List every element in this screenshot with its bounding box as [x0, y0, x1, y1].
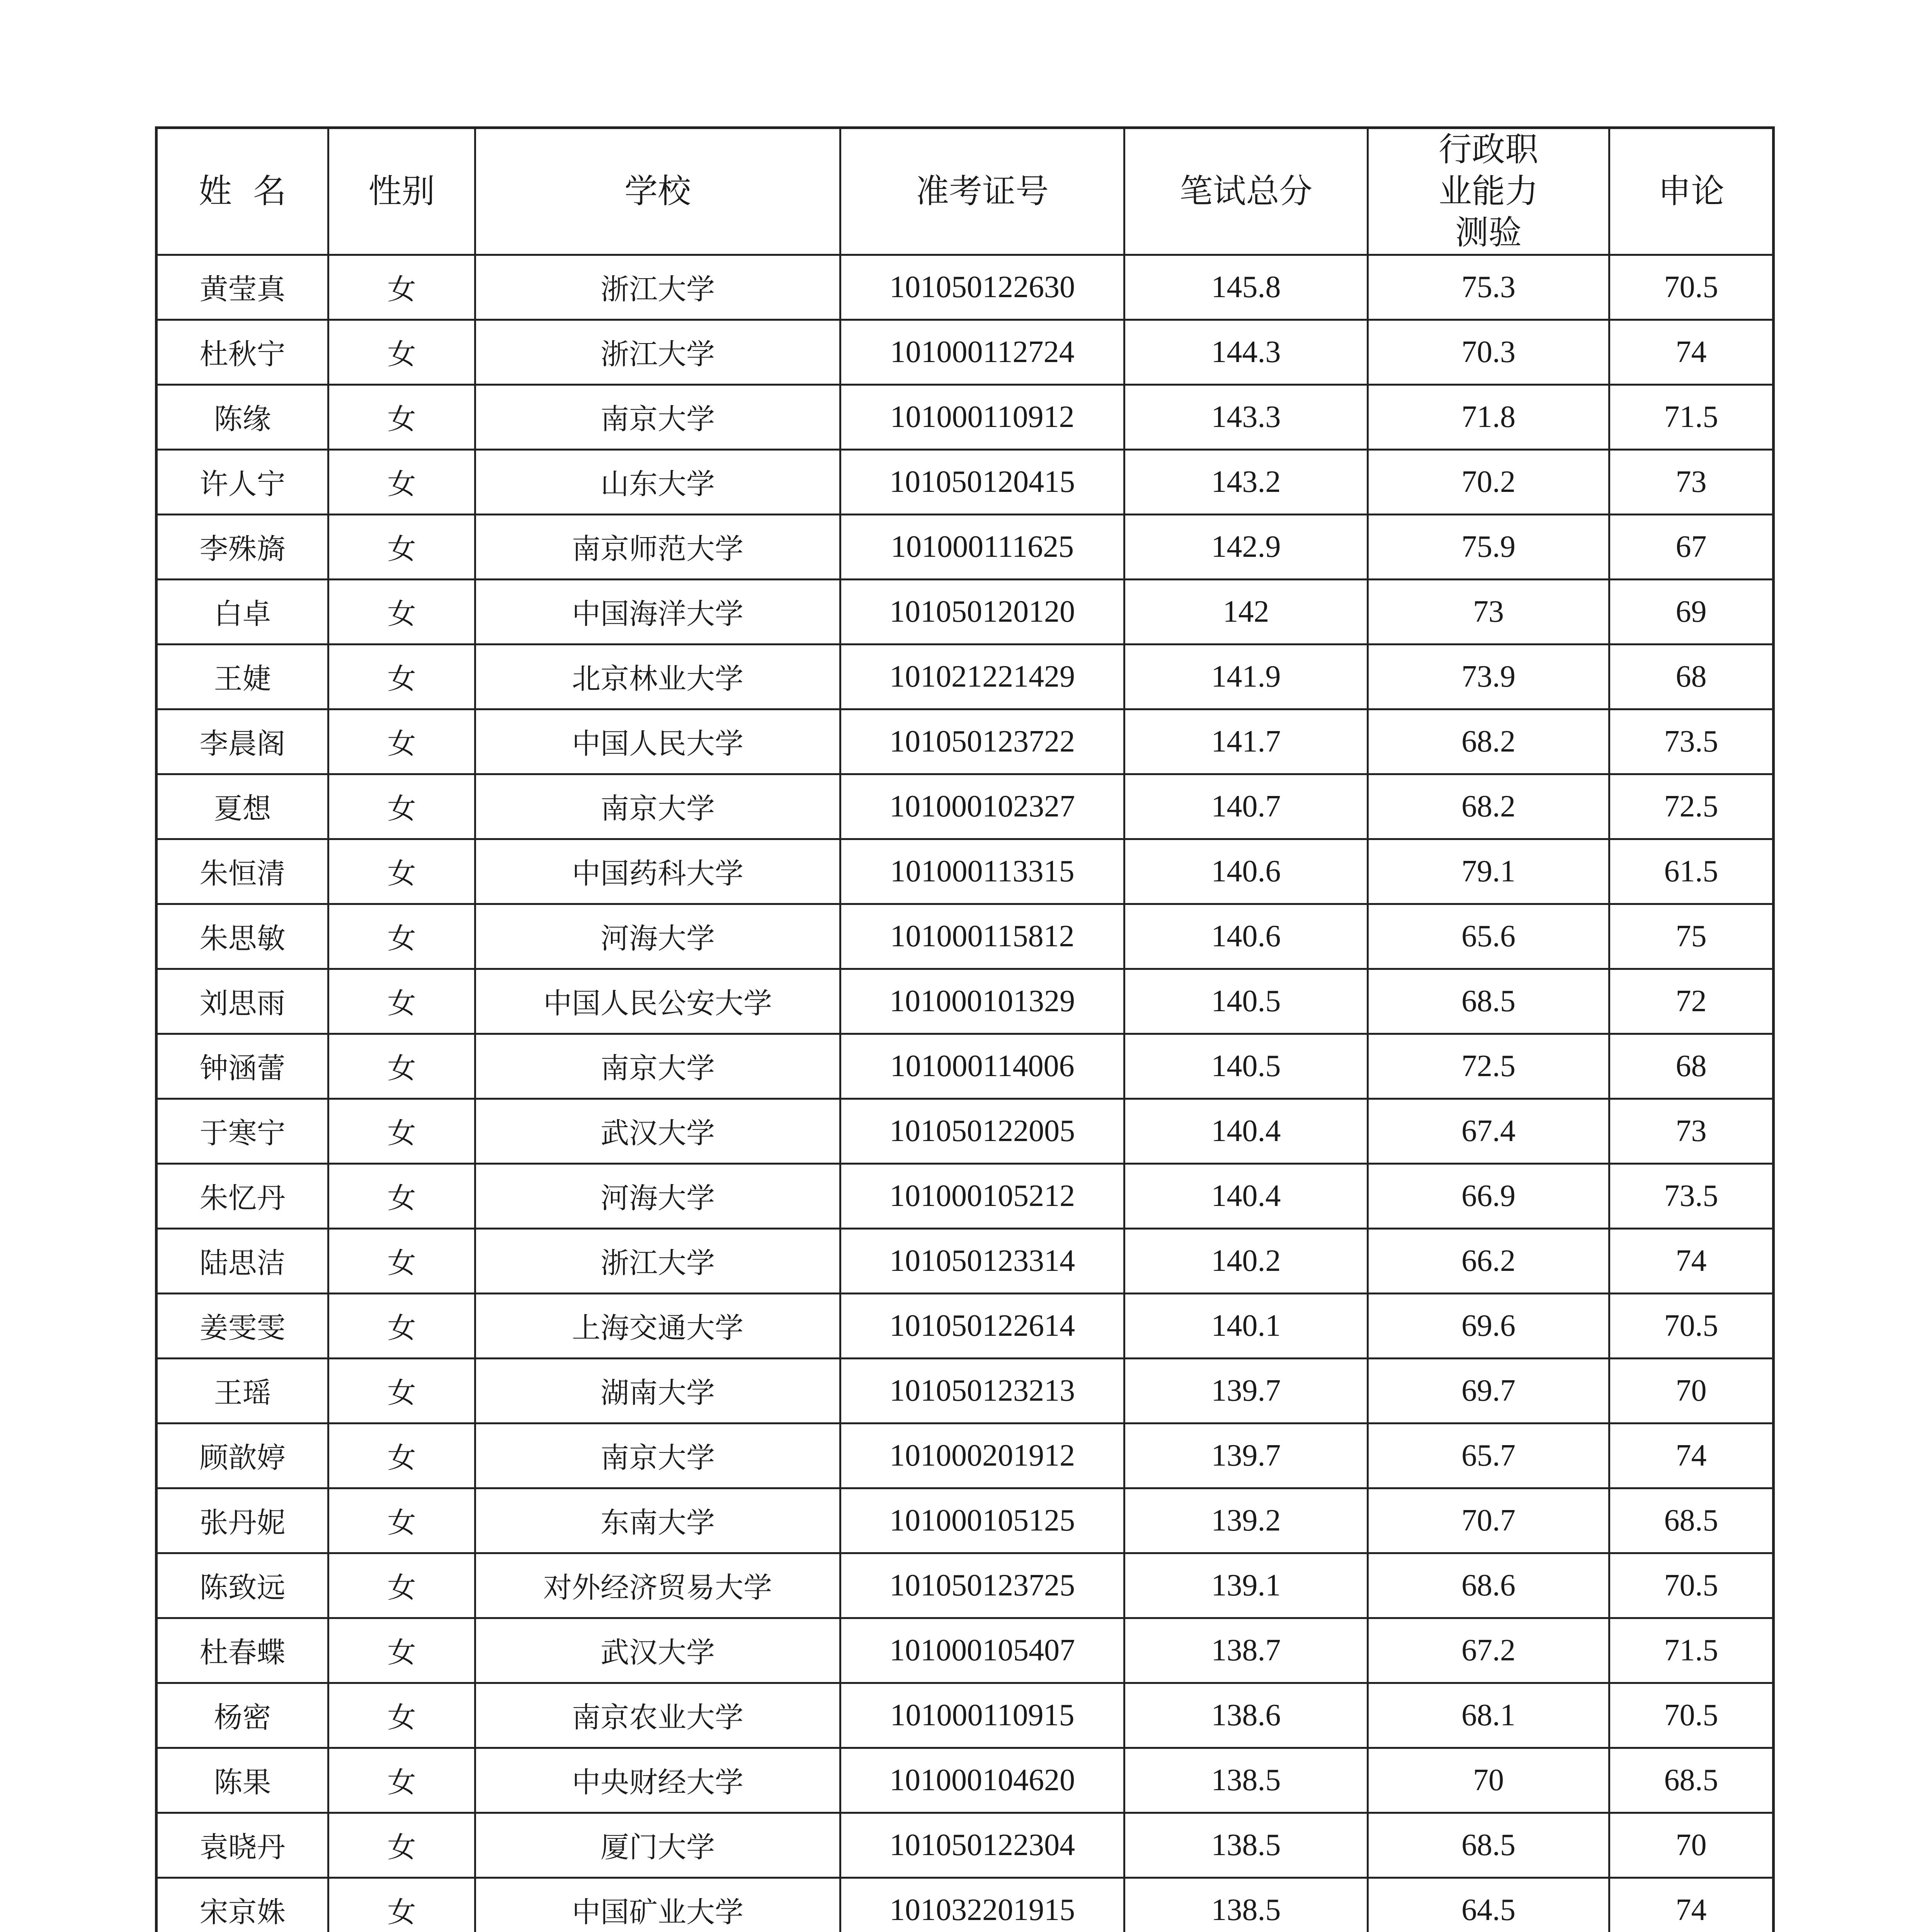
table-row: [156, 1423, 1774, 1488]
table-row: [156, 709, 1774, 774]
cell-name: 王瑶: [156, 1358, 328, 1423]
table-row: [156, 1228, 1774, 1293]
cell-exam-id: 101000112724: [840, 320, 1124, 384]
cell-name: 朱思敏: [156, 904, 328, 969]
cell-shenlun: 68: [1609, 1034, 1774, 1099]
header-school: 学校: [475, 128, 840, 255]
cell-school: 北京林业大学: [475, 644, 840, 709]
cell-school: 山东大学: [475, 449, 840, 514]
cell-written-total: 139.7: [1124, 1423, 1368, 1488]
cell-gender: 女: [328, 1683, 475, 1748]
cell-written-total: 143.2: [1124, 449, 1368, 514]
cell-written-total: 140.7: [1124, 774, 1368, 839]
cell-gender: 女: [328, 1488, 475, 1553]
cell-school: 河海大学: [475, 904, 840, 969]
cell-name: 李殊旖: [156, 514, 328, 579]
cell-gender: 女: [328, 1748, 475, 1813]
cell-exam-id: 101000115812: [840, 904, 1124, 969]
cell-shenlun: 70: [1609, 1813, 1774, 1878]
cell-school: 湖南大学: [475, 1358, 840, 1423]
table-row: [156, 1488, 1774, 1553]
cell-school: 对外经济贸易大学: [475, 1553, 840, 1618]
cell-exam-id: 101021221429: [840, 644, 1124, 709]
table-row: [156, 969, 1774, 1034]
cell-written-total: 140.2: [1124, 1228, 1368, 1293]
header-gender: 性别: [328, 128, 475, 255]
cell-name: 王婕: [156, 644, 328, 709]
cell-exam-id: 101050120415: [840, 449, 1124, 514]
table-row: [156, 644, 1774, 709]
cell-written-total: 139.1: [1124, 1553, 1368, 1618]
cell-school: 南京农业大学: [475, 1683, 840, 1748]
cell-written-total: 138.5: [1124, 1813, 1368, 1878]
cell-exam-id: 101000111625: [840, 514, 1124, 579]
cell-name: 杜春蝶: [156, 1618, 328, 1683]
cell-shenlun: 68.5: [1609, 1748, 1774, 1813]
cell-school: 南京大学: [475, 774, 840, 839]
table-row: [156, 1618, 1774, 1683]
cell-gender: 女: [328, 774, 475, 839]
cell-xingce: 66.2: [1368, 1228, 1609, 1293]
table-row: [156, 1748, 1774, 1813]
cell-xingce: 69.7: [1368, 1358, 1609, 1423]
cell-gender: 女: [328, 1358, 475, 1423]
header-exam-id: 准考证号: [840, 128, 1124, 255]
cell-gender: 女: [328, 839, 475, 904]
cell-gender: 女: [328, 709, 475, 774]
cell-xingce: 70.7: [1368, 1488, 1609, 1553]
table-row: [156, 449, 1774, 514]
table-row: [156, 774, 1774, 839]
cell-written-total: 144.3: [1124, 320, 1368, 384]
cell-gender: 女: [328, 1228, 475, 1293]
cell-shenlun: 69: [1609, 579, 1774, 644]
cell-xingce: 67.4: [1368, 1099, 1609, 1163]
cell-gender: 女: [328, 644, 475, 709]
cell-name: 陈缘: [156, 384, 328, 449]
cell-school: 南京师范大学: [475, 514, 840, 579]
cell-xingce: 65.6: [1368, 904, 1609, 969]
cell-written-total: 145.8: [1124, 255, 1368, 320]
cell-written-total: 139.2: [1124, 1488, 1368, 1553]
table-row: [156, 839, 1774, 904]
cell-school: 中国海洋大学: [475, 579, 840, 644]
cell-name: 杜秋宁: [156, 320, 328, 384]
header-written-total: 笔试总分: [1124, 128, 1368, 255]
score-table: [155, 126, 1775, 1932]
cell-name: 陆思洁: [156, 1228, 328, 1293]
cell-shenlun: 61.5: [1609, 839, 1774, 904]
cell-exam-id: 101050123725: [840, 1553, 1124, 1618]
cell-exam-id: 101000114006: [840, 1034, 1124, 1099]
cell-exam-id: 101050120120: [840, 579, 1124, 644]
header-name: 姓 名: [156, 128, 328, 255]
table-row: [156, 1683, 1774, 1748]
cell-written-total: 138.5: [1124, 1748, 1368, 1813]
table-row: [156, 1293, 1774, 1358]
cell-school: 河海大学: [475, 1163, 840, 1228]
cell-shenlun: 72: [1609, 969, 1774, 1034]
cell-school: 南京大学: [475, 1423, 840, 1488]
cell-name: 李晨阁: [156, 709, 328, 774]
cell-shenlun: 73.5: [1609, 1163, 1774, 1228]
cell-shenlun: 70.5: [1609, 1293, 1774, 1358]
cell-exam-id: 101000105125: [840, 1488, 1124, 1553]
cell-gender: 女: [328, 1618, 475, 1683]
cell-school: 东南大学: [475, 1488, 840, 1553]
table-row: [156, 1878, 1774, 1932]
cell-exam-id: 101032201915: [840, 1878, 1124, 1932]
cell-written-total: 140.5: [1124, 1034, 1368, 1099]
cell-name: 黄莹真: [156, 255, 328, 320]
cell-xingce: 69.6: [1368, 1293, 1609, 1358]
cell-exam-id: 101000102327: [840, 774, 1124, 839]
cell-written-total: 142: [1124, 579, 1368, 644]
cell-name: 陈果: [156, 1748, 328, 1813]
cell-name: 陈致远: [156, 1553, 328, 1618]
cell-school: 浙江大学: [475, 1228, 840, 1293]
cell-exam-id: 101050122630: [840, 255, 1124, 320]
cell-xingce: 70.2: [1368, 449, 1609, 514]
cell-xingce: 75.9: [1368, 514, 1609, 579]
cell-exam-id: 101000201912: [840, 1423, 1124, 1488]
cell-shenlun: 73: [1609, 449, 1774, 514]
cell-exam-id: 101050123213: [840, 1358, 1124, 1423]
table-row: [156, 1358, 1774, 1423]
cell-gender: 女: [328, 514, 475, 579]
cell-school: 武汉大学: [475, 1618, 840, 1683]
cell-shenlun: 74: [1609, 1423, 1774, 1488]
cell-school: 南京大学: [475, 1034, 840, 1099]
cell-written-total: 140.1: [1124, 1293, 1368, 1358]
cell-exam-id: 101050122005: [840, 1099, 1124, 1163]
cell-exam-id: 101050122304: [840, 1813, 1124, 1878]
cell-written-total: 140.5: [1124, 969, 1368, 1034]
cell-name: 刘思雨: [156, 969, 328, 1034]
cell-shenlun: 74: [1609, 1228, 1774, 1293]
cell-gender: 女: [328, 1423, 475, 1488]
cell-name: 宋京姝: [156, 1878, 328, 1932]
cell-school: 厦门大学: [475, 1813, 840, 1878]
cell-gender: 女: [328, 255, 475, 320]
cell-name: 张丹妮: [156, 1488, 328, 1553]
cell-name: 朱恒清: [156, 839, 328, 904]
cell-gender: 女: [328, 1293, 475, 1358]
cell-name: 顾歆婷: [156, 1423, 328, 1488]
cell-xingce: 67.2: [1368, 1618, 1609, 1683]
cell-exam-id: 101000110912: [840, 384, 1124, 449]
cell-written-total: 142.9: [1124, 514, 1368, 579]
cell-name: 夏想: [156, 774, 328, 839]
header-xingce-label: 行政职业能力测验: [1439, 130, 1538, 252]
cell-written-total: 138.5: [1124, 1878, 1368, 1932]
cell-xingce: 65.7: [1368, 1423, 1609, 1488]
table-row: [156, 1034, 1774, 1099]
cell-xingce: 75.3: [1368, 255, 1609, 320]
cell-exam-id: 101050123314: [840, 1228, 1124, 1293]
cell-school: 中央财经大学: [475, 1748, 840, 1813]
cell-exam-id: 101000110915: [840, 1683, 1124, 1748]
cell-shenlun: 74: [1609, 320, 1774, 384]
cell-school: 浙江大学: [475, 320, 840, 384]
cell-exam-id: 101050122614: [840, 1293, 1124, 1358]
cell-xingce: 68.1: [1368, 1683, 1609, 1748]
cell-school: 上海交通大学: [475, 1293, 840, 1358]
cell-xingce: 68.2: [1368, 709, 1609, 774]
cell-xingce: 64.5: [1368, 1878, 1609, 1932]
cell-written-total: 143.3: [1124, 384, 1368, 449]
cell-gender: 女: [328, 1553, 475, 1618]
table-row: [156, 384, 1774, 449]
cell-shenlun: 68.5: [1609, 1488, 1774, 1553]
cell-written-total: 139.7: [1124, 1358, 1368, 1423]
cell-xingce: 71.8: [1368, 384, 1609, 449]
cell-school: 中国人民公安大学: [475, 969, 840, 1034]
cell-xingce: 68.5: [1368, 1813, 1609, 1878]
cell-xingce: 68.5: [1368, 969, 1609, 1034]
cell-name: 袁晓丹: [156, 1813, 328, 1878]
cell-shenlun: 70: [1609, 1358, 1774, 1423]
cell-xingce: 72.5: [1368, 1034, 1609, 1099]
cell-exam-id: 101050123722: [840, 709, 1124, 774]
table-row: [156, 514, 1774, 579]
cell-xingce: 70: [1368, 1748, 1609, 1813]
cell-exam-id: 101000104620: [840, 1748, 1124, 1813]
header-row: [156, 128, 1774, 255]
cell-written-total: 138.6: [1124, 1683, 1368, 1748]
header-xingce: [1368, 128, 1609, 255]
cell-xingce: 68.6: [1368, 1553, 1609, 1618]
cell-shenlun: 70.5: [1609, 1553, 1774, 1618]
cell-school: 南京大学: [475, 384, 840, 449]
cell-xingce: 73: [1368, 579, 1609, 644]
cell-exam-id: 101000101329: [840, 969, 1124, 1034]
cell-written-total: 140.4: [1124, 1163, 1368, 1228]
cell-shenlun: 71.5: [1609, 384, 1774, 449]
cell-shenlun: 70.5: [1609, 255, 1774, 320]
cell-school: 中国人民大学: [475, 709, 840, 774]
cell-xingce: 79.1: [1368, 839, 1609, 904]
table-row: [156, 320, 1774, 384]
cell-school: 浙江大学: [475, 255, 840, 320]
cell-exam-id: 101000113315: [840, 839, 1124, 904]
table-body: [156, 255, 1774, 1932]
table-header: [156, 128, 1774, 255]
cell-gender: 女: [328, 1163, 475, 1228]
cell-name: 钟涵蕾: [156, 1034, 328, 1099]
cell-name: 朱忆丹: [156, 1163, 328, 1228]
cell-written-total: 140.6: [1124, 839, 1368, 904]
cell-name: 白卓: [156, 579, 328, 644]
cell-gender: 女: [328, 904, 475, 969]
cell-exam-id: 101000105212: [840, 1163, 1124, 1228]
cell-school: 中国药科大学: [475, 839, 840, 904]
cell-school: 武汉大学: [475, 1099, 840, 1163]
cell-gender: 女: [328, 384, 475, 449]
cell-name: 许人宁: [156, 449, 328, 514]
table-row: [156, 579, 1774, 644]
cell-gender: 女: [328, 1099, 475, 1163]
table-row: [156, 904, 1774, 969]
cell-shenlun: 72.5: [1609, 774, 1774, 839]
cell-school: 中国矿业大学: [475, 1878, 840, 1932]
cell-gender: 女: [328, 320, 475, 384]
cell-written-total: 140.6: [1124, 904, 1368, 969]
table-row: [156, 1553, 1774, 1618]
cell-name: 于寒宁: [156, 1099, 328, 1163]
cell-shenlun: 73.5: [1609, 709, 1774, 774]
cell-gender: 女: [328, 1878, 475, 1932]
cell-shenlun: 67: [1609, 514, 1774, 579]
cell-written-total: 141.9: [1124, 644, 1368, 709]
cell-shenlun: 71.5: [1609, 1618, 1774, 1683]
cell-written-total: 138.7: [1124, 1618, 1368, 1683]
table-row: [156, 1163, 1774, 1228]
cell-shenlun: 74: [1609, 1878, 1774, 1932]
table-row: [156, 1099, 1774, 1163]
cell-shenlun: 75: [1609, 904, 1774, 969]
cell-xingce: 70.3: [1368, 320, 1609, 384]
table-row: [156, 1813, 1774, 1878]
cell-gender: 女: [328, 969, 475, 1034]
cell-xingce: 73.9: [1368, 644, 1609, 709]
cell-name: 杨密: [156, 1683, 328, 1748]
cell-written-total: 140.4: [1124, 1099, 1368, 1163]
cell-shenlun: 73: [1609, 1099, 1774, 1163]
cell-xingce: 66.9: [1368, 1163, 1609, 1228]
cell-gender: 女: [328, 1034, 475, 1099]
cell-gender: 女: [328, 449, 475, 514]
cell-written-total: 141.7: [1124, 709, 1368, 774]
header-shenlun: 申论: [1609, 128, 1774, 255]
table-row: [156, 255, 1774, 320]
cell-xingce: 68.2: [1368, 774, 1609, 839]
cell-shenlun: 68: [1609, 644, 1774, 709]
cell-gender: 女: [328, 1813, 475, 1878]
cell-shenlun: 70.5: [1609, 1683, 1774, 1748]
cell-exam-id: 101000105407: [840, 1618, 1124, 1683]
cell-name: 姜雯雯: [156, 1293, 328, 1358]
cell-gender: 女: [328, 579, 475, 644]
